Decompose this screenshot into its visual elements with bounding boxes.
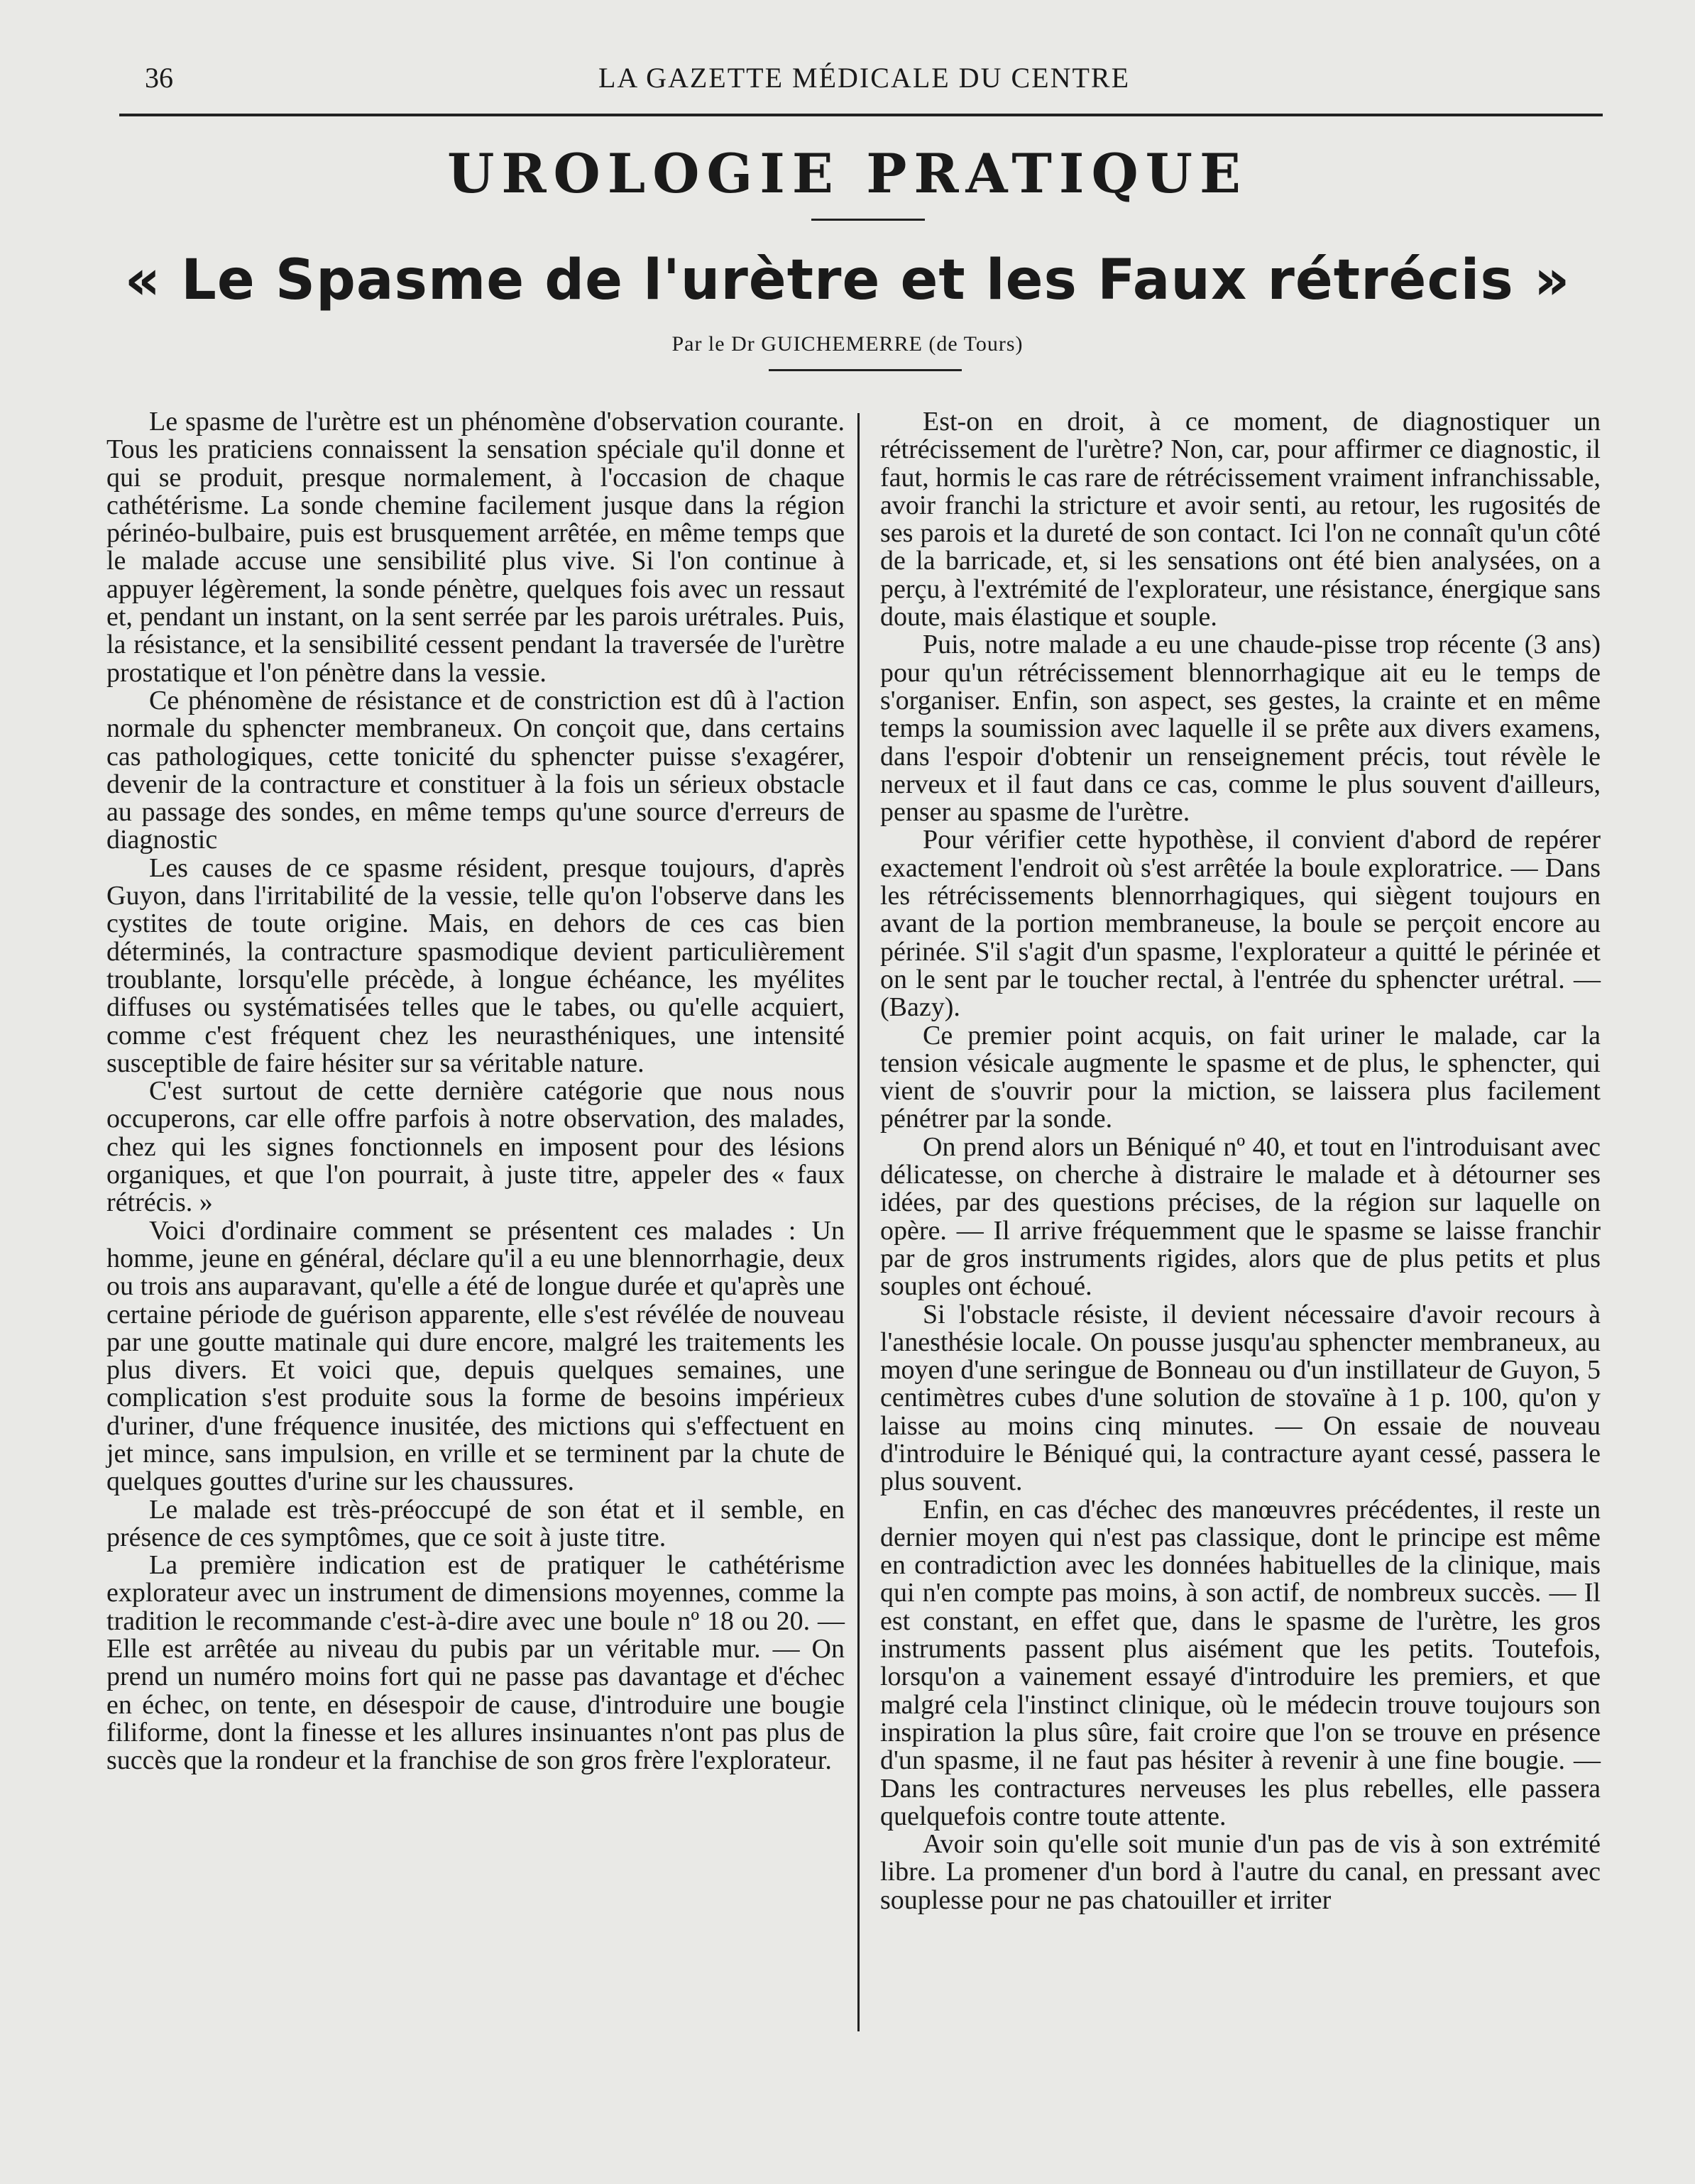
paragraph: Ce phénomène de résistance et de constriction est dû à l'action normale du sphencter membraneux. On conçoit que, dans certains cas pathologiques, cette tonicité du sphencter puisse s'exagérer, devenir de la contracture et constituer à la fois un sérieux obstacle au passage des sondes, en même temps qu'une source d'erreurs de diagnostic [106,685,845,855]
paragraph: Puis, notre malade a eu une chaude-pisse trop récente (3 ans) pour qu'un rétrécissement blennorrhagique ait eu le temps de s'organiser. Enfin, son aspect, ses gestes, la crainte et en même temps la soumission avec laquelle il se prête aux divers examens, dans l'espoir d'obtenir un renseignement précis, tout révèle le nerveux et il faut dans ce cas, comme le plus souvent d'ailleurs, penser au spasme de l'urètre. [880,630,1601,828]
paragraph: Est-on en droit, à ce moment, de diagnostiquer un rétrécissement de l'urètre? Non, car, pour affirmer ce diagnostic, il faut, hormis le cas rare de rétrécissement vraiment infranchissable, avoir franchi la stricture et avoir senti, au retour, les rugosités de ses parois et la dureté de son contact. Ici l'on ne connaît qu'un côté de la barricade, et, si les sensations ont été bien analysées, on a perçu, à l'extrémité de l'explorateur, une résistance, énergique sans doute, mais élastique et souple. [880,407,1601,632]
paragraph: Voici d'ordinaire comment se présentent ces malades : Un homme, jeune en général, déclare qu'il a eu une blennorrhagie, deux ou trois ans auparavant, qu'elle a été de longue durée et qu'après une certaine période de guérison apparente, elle s'est révélée de nouveau par une goutte matinale qui dure encore, malgré les traitements les plus divers. Et voici que, depuis quelques semaines, une complication s'est produite sous la forme de besoins impérieux d'uriner, d'une fréquence inusitée, des mictions qui s'effectuent en jet mince, sans impulsion, en vrille et se terminent par la chute de quelques gouttes d'urine sur les chaussures. [106,1215,845,1497]
running-header [128,58,1601,94]
paragraph: C'est surtout de cette dernière catégorie que nous nous occuperons, car elle offre parfois à notre observation, des malades, chez qui les signes fonctionnels en imposent pour des lésions organiques, et que l'on pourrait, à juste titre, appeler des « faux rétrécis. » [106,1076,845,1218]
paragraph: Le spasme de l'urètre est un phénomène d'observation courante. Tous les praticiens connaissent la sensation spéciale qu'il donne et qui se produit, presque normalement, à l'occasion de chaque cathétérisme. La sonde chemine facilement jusque dans la région périnéo-bulbaire, puis est brusquement arrêtée, en même temps que le malade accuse une sensibilité plus vive. Si l'on continue à appuyer légèrement, la sonde pénètre, quelques fois avec un ressaut et, pendant un instant, on la sent serrée par les parois urétrales. Puis, la résistance, et la sensibilité cessent pendant la traversée de l'urètre prostatique et l'on pénètre dans la vessie. [106,407,845,688]
column-divider [857,413,860,2031]
paragraph: Enfin, en cas d'échec des manœuvres précédentes, il reste un dernier moyen qui n'est pas classique, dont le principe est même en contradiction avec les données habituelles de la clinique, mais qui n'en compte pas moins, à son actif, de nombreux succès. — Il est constant, en effet que, dans le spasme de l'urètre, les gros instruments passent plus aisément que les petits. Toutefois, lorsqu'on a vainement essayé d'introduire les premiers, et que malgré cela l'instinct clinique, où le médecin trouve toujours son inspiration la plus sûre, fait croire que l'on se trouve en présence d'un spasme, il ne faut pas hésiter à revenir à une fine bougie. — Dans les contractures nerveuses les plus rebelles, elle passera quelquefois contre toute attente. [880,1494,1601,1831]
paragraph: Avoir soin qu'elle soit munie d'un pas de vis à son extrémité libre. La promener d'un bord à l'autre du canal, en pressant avec souplesse pour ne pas chatouiller et irriter [880,1829,1601,1915]
left-column [106,408,845,1775]
right-column [880,408,1601,1914]
article-title: « Le Spasme de l'urètre et les Faux rétrécis » [124,248,1571,312]
paragraph: Si l'obstacle résiste, il devient nécessaire d'avoir recours à l'anesthésie locale. On pousse jusqu'au sphencter membraneux, au moyen d'une seringue de Bonneau ou d'un instillateur de Guyon, 5 centimètres cubes d'une solution de stovaïne à 1 p. 100, qu'on y laisse au moins cinq minutes. — On essaie de nouveau d'introduire le Béniqué qui, la contracture ayant cessé, passera le plus souvent. [880,1299,1601,1497]
byline: Par le Dr GUICHEMERRE (de Tours) [671,332,1024,356]
page-number: 36 [145,62,173,94]
paragraph: On prend alors un Béniqué nº 40, et tout en l'introduisant avec délicatesse, on cherche à distraire le malade et à détourner ses idées, par des questions précises, de la région sur laquelle on opère. — Il arrive fréquemment que le spasme se laisse franchir par de gros instruments rigides, alors que de plus petits et plus souples ont échoué. [880,1131,1601,1302]
byline-divider [769,369,962,371]
paragraph: La première indication est de pratiquer le cathétérisme explorateur avec un instrument de dimensions moyennes, comme la tradition le recommande c'est-à-dire avec une boule nº 18 ou 20. — Elle est arrêtée au niveau du pubis par un véritable mur. — On prend un numéro moins fort qui ne passe pas davantage et d'échec en échec, on tente, en désespoir de cause, d'introduire une bougie filiforme, dont la finesse et les allures insinuantes n'ont pas plus de succès que la rondeur et la franchise de son gros frère l'explorateur. [106,1550,845,1776]
paragraph: Pour vérifier cette hypothèse, il convient d'abord de repérer exactement l'endroit où s'est arrêtée la boule exploratrice. — Dans les rétrécissements blennorrhagiques, qui siègent toujours en avant de la portion membraneuse, la boule se perçoit encore au périnée. S'il s'agit d'un spasme, l'explorateur a quitté le périnée et on le sent par le toucher rectal, à l'entrée du sphencter urétral. — (Bazy). [880,825,1601,1023]
section-title: UROLOGIE PRATIQUE [447,142,1248,205]
paragraph: Les causes de ce spasme résident, presque toujours, d'après Guyon, dans l'irritabilité de la vessie, telle qu'on l'observe dans les cystites de toute origine. Mais, en dehors de ces cas bien déterminés, la contracture spasmodique devient particulièrement troublante, lorsqu'elle précède, à longue échéance, les myélites diffuses ou systématisées telles que le tabes, ou qu'elle acquiert, comme c'est fréquent chez les neurasthéniques, une intensité susceptible de faire hésiter sur sa véritable nature. [106,852,845,1078]
header-rule [119,114,1603,116]
paragraph: Ce premier point acquis, on fait uriner le malade, car la tension vésicale augmente le spasme et de plus, le sphencter, qui vient de s'ouvrir pour la miction, se laissera plus facilement pénétrer par la sonde. [880,1020,1601,1134]
journal-title: LA GAZETTE MÉDICALE DU CENTRE [598,62,1130,94]
paragraph: Le malade est très-préoccupé de son état et il semble, en présence de ces symptômes, que ce soit à juste titre. [106,1494,845,1552]
title-divider [811,219,925,221]
